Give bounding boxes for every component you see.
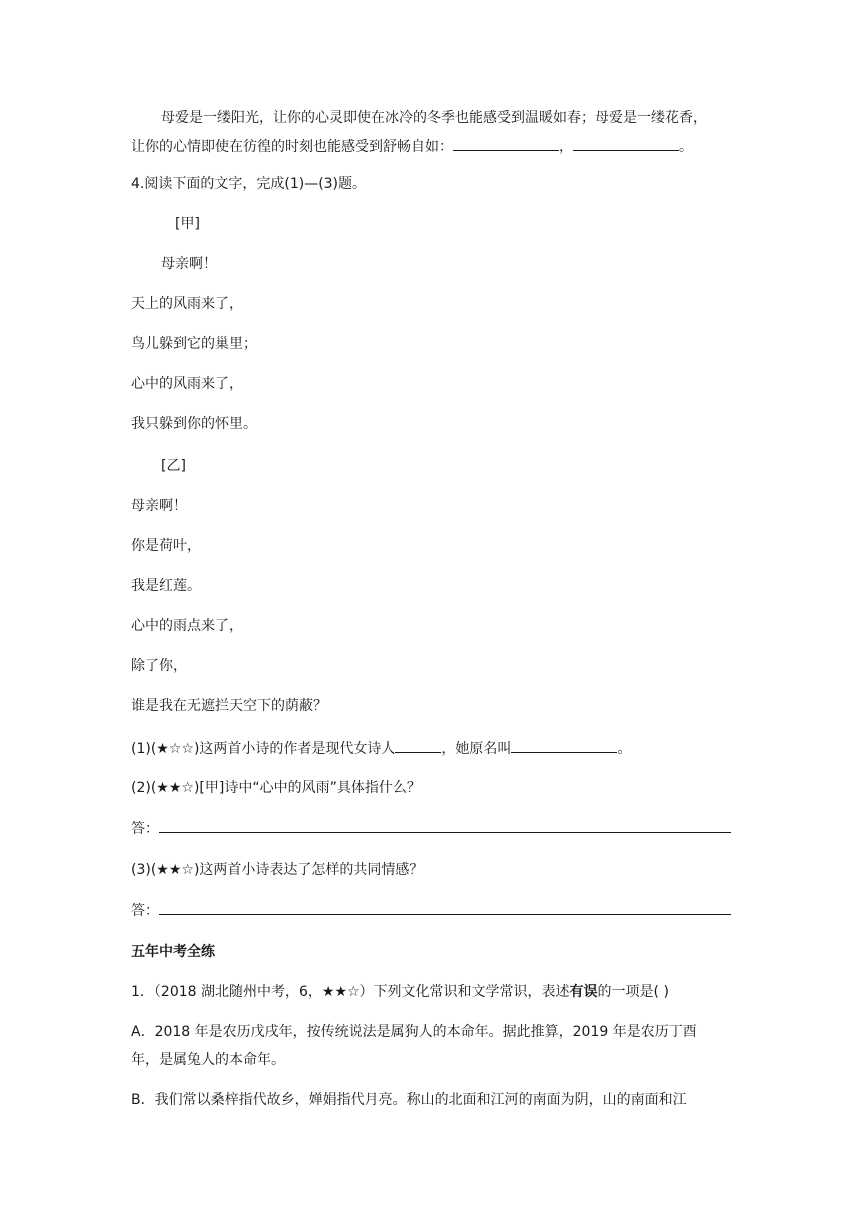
poem-yi-line: 你是荷叶， [131,538,201,554]
q1-emphasis: 有误 [569,984,598,1000]
intro-end: 。 [679,139,693,155]
sub1-end: 。 [617,741,632,757]
question-1 [131,982,669,1002]
option-a-line-2: 年，是属兔人的本命年。 [131,1052,285,1068]
option-b-line-1: B．我们常以桑梓指代故乡，婵娟指代月亮。称山的北面和江河的南面为阴，山的南面和江 [131,1092,687,1108]
sub1-prefix: (1)(★☆☆)这两首小诗的作者是现代女诗人 [131,741,396,757]
sub1-middle: ，她原名叫 [441,741,512,757]
blank-1[interactable] [453,136,559,151]
answer-label: 答： [131,903,159,919]
answer-line-3 [131,900,731,921]
q1-suffix: 的一项是( ) [597,984,669,1000]
poem-yi-label: [乙] [161,458,186,474]
poem-jia-line: 母亲啊！ [161,256,217,272]
poem-jia-line: 鸟儿躲到它的巢里； [131,336,257,352]
poem-yi-line: 心中的雨点来了， [131,618,243,634]
poem-yi-line: 除了你， [131,658,187,674]
poem-jia-line: 我只躲到你的怀里。 [131,416,257,432]
option-a-line-1: A．2018 年是农历戊戌年，按传统说法是属狗人的本命年。据此推算，2019 年是农历丁酉 [131,1024,697,1040]
answer-blank-2[interactable] [159,818,731,833]
sub-question-3: (3)(★★☆)这两首小诗表达了怎样的共同情感？ [131,862,424,878]
blank-author[interactable] [395,738,441,753]
poem-jia-label: [甲] [175,216,200,232]
intro-line-2-text: 让你的心情即使在彷徨的时刻也能感受到舒畅自如： [131,139,453,155]
intro-line-2 [131,136,693,157]
poem-yi-line: 母亲啊！ [131,498,187,514]
poem-jia-line: 心中的风雨来了， [131,376,243,392]
intro-line-1: 母爱是一缕阳光，让你的心灵即使在冰冷的冬季也能感受到温暖如春；母爱是一缕花香， [161,110,707,126]
sub-question-2: (2)(★★☆)[甲]诗中“心中的风雨”具体指什么？ [131,780,421,796]
q1-prefix: 1．（2018 湖北随州中考，6，★★☆）下列文化常识和文学常识，表述 [131,984,570,1000]
section-title: 五年中考全练 [131,944,215,960]
intro-sep: ， [559,139,573,155]
answer-line-2 [131,818,731,839]
q4-heading: 4.阅读下面的文字，完成(1)—(3)题。 [131,176,367,192]
blank-original-name[interactable] [511,738,617,753]
poem-yi-line: 我是红莲。 [131,578,201,594]
blank-2[interactable] [573,136,679,151]
poem-jia-line: 天上的风雨来了， [131,296,243,312]
poem-yi-line: 谁是我在无遮拦天空下的荫蔽？ [131,698,327,714]
answer-label: 答： [131,821,159,837]
answer-blank-3[interactable] [159,900,731,915]
sub-question-1 [131,738,631,759]
